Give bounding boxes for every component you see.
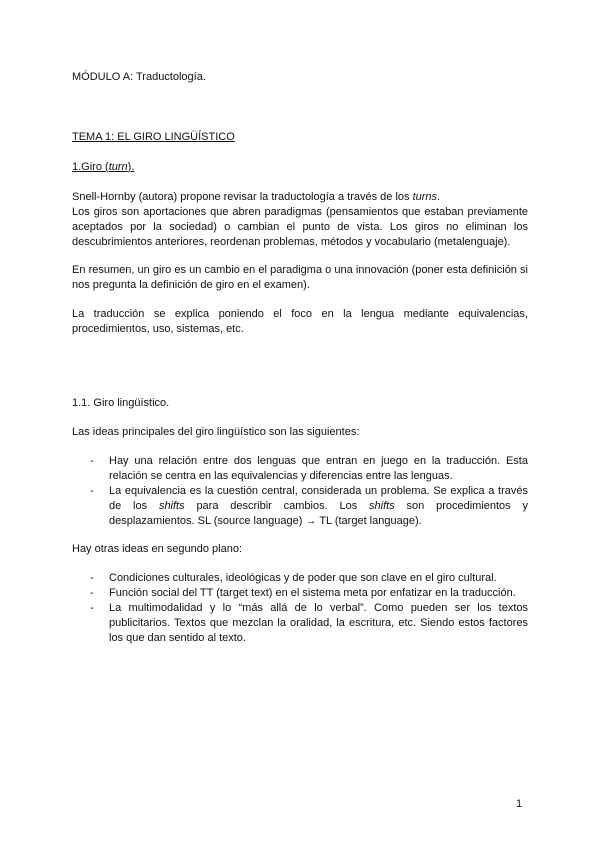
secondary-ideas-list [90,571,528,646]
list-item: - La multimodalidad y lo “más allá de lo verbal”. Como pueden ser los textos publicitarios. Textos que mezclan la oralidad, la escritura, etc. Siendo estos factores los que dan sentido al texto. [90,602,528,644]
section-1-1-intro: Las ideas principales del giro lingüístico son las siguientes: [72,426,360,438]
list-item: - Hay una relación entre dos lenguas que entran en juego en la traducción. Esta relación se centra en las equivalencias y diferencias entre las lenguas. [90,455,528,482]
page-number: 1 [516,798,523,810]
section-1-paragraph-4: La traducción se explica poniendo el foco en la lengua mediante equivalencias, procedimientos, uso, sistemas, etc. [72,308,528,335]
section-1-paragraph-2: Los giros son aportaciones que abren paradigmas (pensamientos que estaban previamente aceptados por la sociedad) o cambian el punto de vista. Los giros no eliminan los descubrimientos anteriores, reordenan problemas, métodos y vocabulario (metalenguaje). [72,206,528,248]
main-ideas-list [90,454,528,529]
list-item: - La equivalencia es la cuestión central, considerada un problema. Se explica a través de los shifts para describir cambios. Los shifts son procedimientos y desplazamientos. SL (source language) → TL (target language). [90,485,528,527]
list-item: - Condiciones culturales, ideológicas y de poder que son clave en el giro cultural. [90,572,497,584]
section-1-paragraph-3: En resumen, un giro es un cambio en el paradigma o una innovación (poner esta definición si nos pregunta la definición de giro en el examen). [72,264,528,291]
secondary-ideas-intro: Hay otras ideas en segundo plano: [72,543,243,555]
section-1-heading: 1.Giro (turn). [72,161,135,173]
section-1-1-heading: 1.1. Giro lingüístico. [72,397,170,409]
module-title: MÓDULO A: Traductología. [72,71,206,83]
theme-title: TEMA 1: EL GIRO LINGÜÍSTICO [72,131,235,143]
section-1-paragraph-1: Snell-Hornby (autora) propone revisar la traductología a través de los turns. [72,191,441,203]
list-item: - Función social del TT (target text) en el sistema meta por enfatizar en la traducción. [90,587,516,599]
